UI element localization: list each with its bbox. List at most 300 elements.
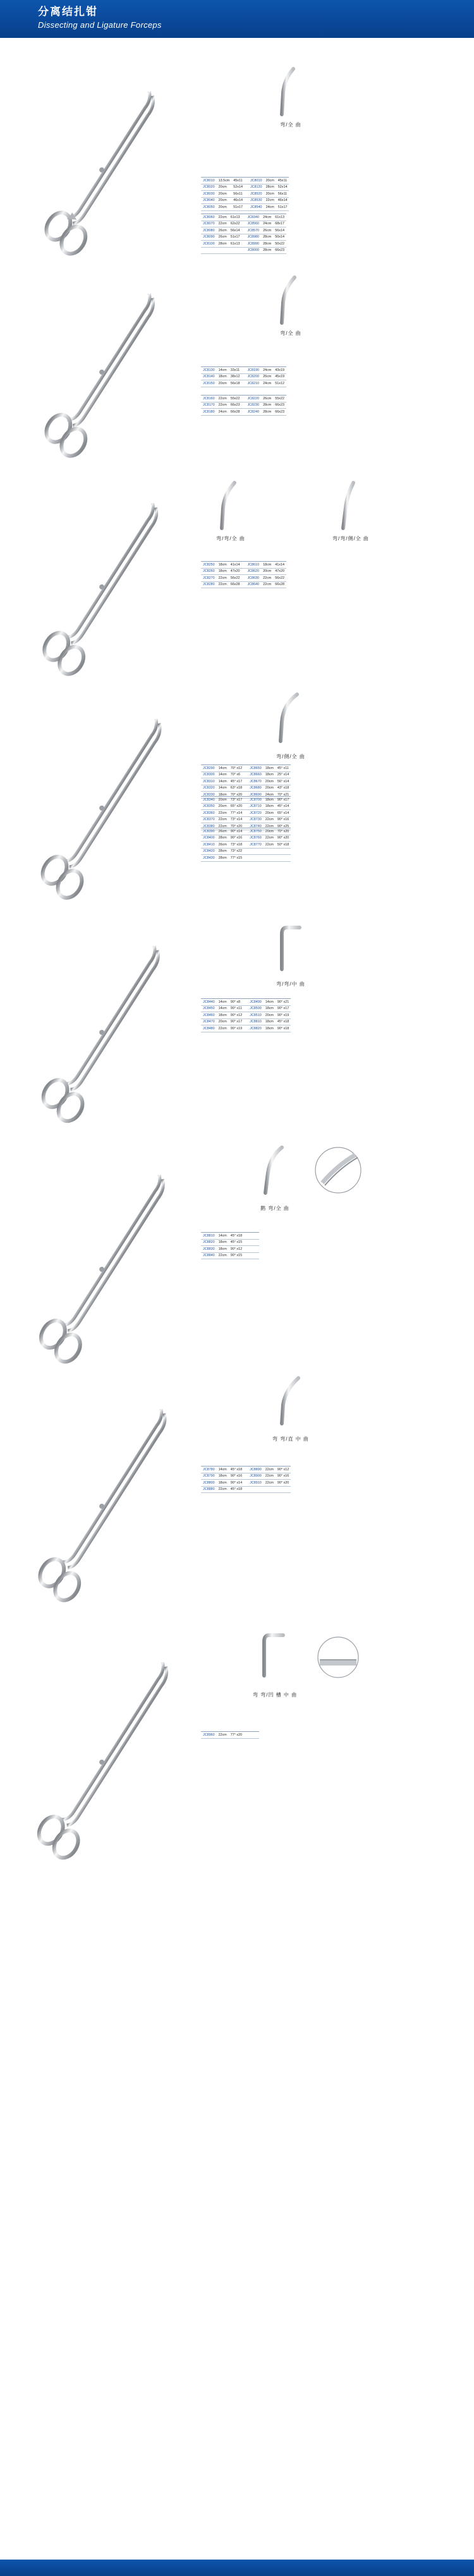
table-cell: JC8820 [248, 1025, 264, 1032]
table-cell: JC8450 [201, 1005, 217, 1012]
table-row [201, 797, 291, 804]
table-cell: 22cm [217, 1025, 229, 1032]
table-row [201, 1480, 291, 1487]
table-cell: 20cm [217, 803, 229, 810]
table-cell: 56° x14 [276, 778, 291, 785]
table-cell: 43° x18 [276, 785, 291, 792]
table-cell: 90° x16 [276, 1473, 291, 1480]
section-5 [0, 935, 474, 1137]
table-cell: JC8130 [201, 367, 217, 374]
table-cell: 18cm [217, 1239, 229, 1246]
table-cell: JC8040 [201, 197, 217, 204]
table-row [201, 191, 289, 198]
table-cell: 26cm [217, 227, 229, 234]
table-cell: 73° x17 [229, 797, 244, 804]
table-cell: JC8810 [201, 1233, 217, 1240]
table-cell: 28cm [261, 402, 273, 409]
table-cell: 14cm [217, 1233, 229, 1240]
table-row [201, 1466, 291, 1473]
table-cell: 90° x20 [276, 1480, 291, 1487]
table-cell: 20cm [264, 828, 276, 835]
table-cell: 47x20 [229, 568, 242, 575]
table-cell: JC8670 [248, 778, 264, 785]
table-cell: 14cm [217, 1005, 229, 1012]
table-cell: 50x22 [273, 241, 286, 248]
forceps-illustration-2 [28, 278, 174, 483]
table-cell: 22cm [217, 214, 229, 221]
table-row [201, 771, 291, 778]
table-cell: 28cm [264, 184, 276, 191]
tip-caption: 弯/弯/中 曲 [276, 981, 305, 987]
section-1 [0, 107, 474, 297]
table-cell: 45x11 [231, 178, 245, 184]
tip-detail-6 [253, 1144, 297, 1212]
table-row [201, 828, 291, 835]
table-cell: 66x23 [273, 409, 286, 416]
spec-table-2b [201, 395, 286, 416]
table-cell: 45x19 [273, 373, 286, 380]
table-row [201, 227, 286, 234]
table-cell: JC8780 [201, 1466, 217, 1473]
tip-detail-8-magnifier [310, 1633, 367, 1687]
tip-detail-7 [272, 1374, 310, 1442]
table-cell: 20cm [217, 204, 232, 211]
table-cell: 20cm [217, 191, 232, 198]
table-row [201, 1025, 291, 1032]
table-cell: JC8570 [245, 227, 261, 234]
forceps-illustration-4 [28, 701, 174, 932]
table-cell: 41x14 [273, 562, 286, 569]
table-cell: 68x17 [273, 221, 286, 227]
table-cell: JC8820 [201, 1239, 217, 1246]
table-cell: JC8980 [245, 234, 261, 241]
table-cell: JC8630 [245, 575, 261, 582]
table-cell: 73° x18 [229, 842, 244, 849]
table-cell: 20cm [264, 1012, 276, 1019]
table-cell: 56x11 [231, 191, 245, 198]
table-cell: 73° x14 [229, 816, 244, 823]
table-cell: JC8140 [201, 373, 217, 380]
table-cell: 20cm [264, 810, 276, 817]
table-cell: 24cm [261, 367, 273, 374]
table-cell: 41x14 [229, 562, 242, 569]
table-cell: 61x13 [229, 241, 242, 248]
spec-table-4b [201, 796, 291, 830]
tip-detail-2 [272, 275, 310, 337]
table-cell: 46x14 [276, 197, 289, 204]
table-cell: 90° x12 [229, 1246, 244, 1253]
table-cell [255, 1246, 259, 1253]
table-cell: JC8060 [201, 214, 217, 221]
table-cell: 45° x18 [229, 1233, 244, 1240]
table-cell: JC8070 [201, 221, 217, 227]
table-cell: 66x23 [273, 247, 286, 254]
table-cell: 90° x8 [229, 999, 244, 1006]
table-cell: 22cm [217, 810, 229, 817]
table-cell: JC8270 [201, 575, 217, 582]
table-cell: 22cm [261, 581, 273, 588]
table-cell: 22cm [217, 1486, 229, 1493]
table-row [201, 562, 286, 569]
table-cell: 38x12 [229, 373, 242, 380]
table-cell: 70° x20 [229, 823, 244, 830]
table-cell: 45° x18 [229, 1486, 244, 1493]
table-cell: 20cm [264, 778, 276, 785]
table-cell: 22cm [217, 1252, 229, 1259]
table-cell: JC8810 [248, 1019, 264, 1025]
spec-table-5a [201, 998, 291, 1032]
table-cell: JC8420 [201, 848, 217, 855]
table-row [201, 367, 286, 374]
table-cell: 18cm [264, 1005, 276, 1012]
table-cell: JC8750 [248, 828, 264, 835]
table-row [201, 803, 291, 810]
forceps-illustration-6 [28, 1156, 174, 1400]
table-cell: 22cm [264, 823, 276, 830]
table-cell: 90° x16 [229, 1473, 244, 1480]
table-cell [264, 1486, 276, 1493]
table-cell: 22cm [264, 1466, 276, 1473]
table-cell: 90° x17 [276, 1005, 291, 1012]
tip-caption: 弯 弯/凹 槽 中 曲 [253, 1692, 298, 1698]
spec-table-1a [201, 177, 289, 211]
table-cell: 14cm [217, 771, 229, 778]
spec-table-7a [201, 1466, 291, 1493]
table-cell: 28cm [261, 234, 273, 241]
table-row [201, 810, 291, 817]
table-row [201, 1486, 291, 1493]
table-cell: JC8340 [245, 214, 261, 221]
table-cell: JC8880 [201, 1486, 217, 1493]
table-cell: 20cm [261, 568, 273, 575]
table-cell: 51x17 [229, 234, 242, 241]
spec-table-4a [201, 765, 291, 799]
table-cell: 56x18 [229, 380, 242, 387]
table-cell: JC8650 [248, 765, 264, 772]
tip-caption: 弯/全 曲 [280, 122, 301, 128]
table-cell: 90° x20 [276, 835, 291, 842]
table-cell: 26cm [217, 234, 229, 241]
section-4 [0, 708, 474, 922]
table-row [201, 247, 286, 254]
table-cell: 28cm [261, 247, 273, 254]
table-cell: JC8330 [201, 792, 217, 799]
table-cell: JC8490 [248, 999, 264, 1006]
table-cell [248, 848, 264, 855]
table-cell: 90° x16 [229, 835, 244, 842]
table-cell: JC8610 [245, 562, 261, 569]
spec-table-4c [201, 828, 291, 862]
table-cell: 90° x11 [229, 1005, 244, 1012]
table-row [201, 409, 286, 416]
table-row [201, 848, 291, 855]
tip-caption: 鹅 弯/全 曲 [260, 1206, 289, 1211]
table-cell: JC8020 [201, 184, 217, 191]
table-cell: JC8090 [201, 234, 217, 241]
table-cell: 13.5cm [217, 178, 232, 184]
table-cell: JC8710 [248, 803, 264, 810]
table-cell: 65° x14 [276, 810, 291, 817]
table-cell: JC8100 [201, 241, 217, 248]
table-cell: 90° x15 [229, 1252, 244, 1259]
table-cell: 90° x25 [276, 823, 291, 830]
table-cell: JC8250 [201, 562, 217, 569]
table-cell: 20cm [217, 184, 232, 191]
table-cell: 22cm [261, 575, 273, 582]
table-cell: 18cm [217, 373, 229, 380]
table-cell: 18cm [217, 1473, 229, 1480]
table-cell: JC8180 [201, 409, 217, 416]
forceps-illustration-3 [28, 487, 174, 704]
table-cell: 26cm [217, 828, 229, 835]
table-cell: 18cm [217, 1012, 229, 1019]
table-cell: JC8540 [248, 204, 264, 211]
table-cell [248, 855, 264, 862]
table-cell: JC8660 [248, 771, 264, 778]
table-cell: 18cm [217, 1480, 229, 1487]
spec-table-8a [201, 1731, 259, 1739]
table-cell: JC8010 [201, 178, 217, 184]
table-cell: 45° x18 [276, 1019, 291, 1025]
table-cell: JC8220 [245, 396, 261, 402]
spec-table-3a [201, 561, 286, 588]
tip-detail-3a [212, 480, 250, 542]
table-cell: JC8690 [248, 792, 264, 799]
section-6 [0, 1156, 474, 1377]
table-cell: JC8300 [201, 771, 217, 778]
table-cell: 61x13 [273, 214, 286, 221]
table-cell [255, 1233, 259, 1240]
table-cell: 24cm [217, 409, 229, 416]
table-cell: 73° x22 [229, 848, 244, 855]
table-row [201, 1239, 259, 1246]
table-cell: 77° x15 [229, 855, 244, 862]
page-footer [0, 2560, 474, 2576]
table-row [201, 197, 289, 204]
table-cell: 22cm [217, 823, 229, 830]
table-cell: JC8770 [248, 842, 264, 849]
table-cell: 51x12 [273, 380, 286, 387]
table-cell: 22cm [264, 1480, 276, 1487]
table-cell: 65° x20 [229, 803, 244, 810]
tip-caption: 弯/弯/全 曲 [216, 536, 245, 541]
table-row [201, 778, 291, 785]
table-cell: 18cm [264, 771, 276, 778]
table-cell: JC8030 [201, 191, 217, 198]
table-cell: JC8000 [245, 247, 261, 254]
table-row [201, 855, 291, 862]
table-cell: 22cm [217, 402, 229, 409]
table-cell: 18cm [264, 1025, 276, 1032]
tip-detail-1 [272, 66, 310, 128]
table-cell: JC8080 [201, 227, 217, 234]
table-cell: 22cm [217, 575, 229, 582]
table-cell: 22cm [264, 842, 276, 849]
table-cell: 20cm [264, 191, 276, 198]
table-cell: JC8440 [201, 999, 217, 1006]
table-cell: 18cm [217, 792, 229, 799]
table-cell: 56x14 [273, 227, 286, 234]
table-cell: 61x13 [229, 214, 242, 221]
tip-detail-5 [272, 922, 310, 988]
table-row [201, 816, 291, 823]
table-cell: 90° x14 [229, 828, 244, 835]
table-cell: 18cm [264, 797, 276, 804]
table-cell: 63° x18 [229, 785, 244, 792]
table-cell: JC8400 [201, 835, 217, 842]
table-cell: 24cm [261, 221, 273, 227]
table-row [201, 1252, 259, 1259]
table-cell: 26cm [217, 842, 229, 849]
table-cell: 70° x20 [229, 792, 244, 799]
forceps-illustration-7 [28, 1390, 174, 1640]
table-cell: 62x22 [229, 221, 242, 227]
table-row [201, 178, 289, 184]
table-cell: 24cm [264, 792, 276, 799]
section-8 [0, 1643, 474, 1883]
table-cell: JC8320 [201, 785, 217, 792]
table-cell: 22cm [264, 197, 276, 204]
table-cell: 14cm [217, 778, 229, 785]
table-row [201, 184, 289, 191]
table-cell: 56x22 [273, 575, 286, 582]
table-cell: JC8680 [248, 785, 264, 792]
section-7 [0, 1390, 474, 1618]
table-row [201, 1732, 259, 1739]
table-cell: 28cm [217, 241, 229, 248]
table-cell: JC8700 [248, 797, 264, 804]
table-cell: 66x28 [229, 581, 242, 588]
table-cell: JC8640 [245, 581, 261, 588]
table-cell: 45x11 [276, 178, 289, 184]
table-cell: JC8500 [248, 1005, 264, 1012]
table-cell: 45° x17 [229, 778, 244, 785]
table-cell: JC8560 [245, 221, 261, 227]
table-cell: 14cm [217, 999, 229, 1006]
table-cell: 90° x18 [276, 1025, 291, 1032]
table-cell: 45° x11 [276, 765, 291, 772]
table-row [201, 1473, 291, 1480]
page-title-en: Dissecting and Ligature Forceps [38, 20, 162, 30]
table-cell: JC8990 [245, 241, 261, 248]
table-row [201, 204, 289, 211]
table-cell: JC8720 [248, 810, 264, 817]
table-cell: 52x14 [276, 184, 289, 191]
table-cell: 22cm [217, 816, 229, 823]
table-row [201, 1019, 291, 1025]
table-cell: 90° x19 [276, 1012, 291, 1019]
table-row [201, 835, 291, 842]
table-cell: 28cm [217, 848, 229, 855]
table-cell [248, 1486, 264, 1493]
table-cell: JC8280 [201, 581, 217, 588]
table-cell: JC8160 [201, 396, 217, 402]
table-cell: 90° x17 [276, 797, 291, 804]
table-cell: JC8530 [248, 197, 264, 204]
table-cell: JC8170 [201, 402, 217, 409]
table-cell: JC8960 [201, 1732, 217, 1739]
table-cell: 90° x21 [276, 999, 291, 1006]
table-cell: 26cm [261, 396, 273, 402]
spec-table-2a [201, 366, 286, 387]
table-row [201, 396, 286, 402]
table-cell: JC8840 [201, 1252, 217, 1259]
table-cell: 45° x14 [276, 803, 291, 810]
table-cell [229, 247, 242, 254]
table-cell: JC8200 [245, 373, 261, 380]
table-row [201, 1005, 291, 1012]
table-cell [201, 247, 217, 254]
table-cell: 14cm [217, 367, 229, 374]
table-cell: 18cm [261, 562, 273, 569]
table-row [201, 214, 286, 221]
table-cell: JC8240 [245, 409, 261, 416]
table-cell: 70° x6 [229, 771, 244, 778]
table-cell: JC8230 [245, 402, 261, 409]
table-row [201, 765, 291, 772]
table-cell [255, 1732, 259, 1739]
table-cell: 20cm [264, 178, 276, 184]
table-cell: JC8210 [245, 380, 261, 387]
table-cell: 55x22 [229, 396, 242, 402]
table-cell: JC8370 [201, 816, 217, 823]
table-cell: 70° x12 [229, 765, 244, 772]
table-row [201, 373, 286, 380]
table-cell: 26cm [261, 227, 273, 234]
table-cell [276, 1486, 291, 1493]
table-cell: 22cm [264, 816, 276, 823]
table-cell: 20cm [217, 197, 232, 204]
table-cell: JC8380 [201, 823, 217, 830]
table-cell: 66x23 [273, 402, 286, 409]
forceps-illustration-5 [28, 929, 174, 1153]
table-cell: 18cm [264, 803, 276, 810]
table-cell: 25° x14 [276, 771, 291, 778]
section-3 [0, 499, 474, 701]
table-cell: 52x14 [231, 184, 245, 191]
table-cell: JC8340 [201, 797, 217, 804]
tip-caption: 弯/弯/侧/全 曲 [332, 536, 369, 541]
table-cell: 66x28 [229, 409, 242, 416]
table-cell [264, 855, 276, 862]
table-row [201, 241, 286, 248]
table-cell: JC8480 [201, 1025, 217, 1032]
table-row [201, 999, 291, 1006]
table-cell: JC8460 [201, 1012, 217, 1019]
table-row [201, 1012, 291, 1019]
tip-detail-8 [253, 1630, 297, 1698]
table-row [201, 575, 286, 582]
table-cell: JC8360 [201, 810, 217, 817]
tip-caption: 弯/全 曲 [280, 330, 301, 336]
table-cell: JC8430 [201, 855, 217, 862]
table-cell: 20cm [217, 1019, 229, 1025]
table-cell: JC8390 [201, 828, 217, 835]
table-cell: JC8350 [201, 803, 217, 810]
table-cell: JC8740 [248, 823, 264, 830]
table-cell: 22cm [217, 221, 229, 227]
table-cell: JC8620 [245, 568, 261, 575]
table-cell: 56x11 [276, 191, 289, 198]
table-cell: 22cm [217, 396, 229, 402]
forceps-illustration-8 [28, 1643, 174, 1899]
table-cell: 18cm [264, 765, 276, 772]
table-cell: JC8790 [201, 1473, 217, 1480]
page-header [0, 0, 474, 38]
table-cell: 90° x12 [229, 1012, 244, 1019]
table-row [201, 234, 286, 241]
table-cell: JC8830 [201, 1246, 217, 1253]
